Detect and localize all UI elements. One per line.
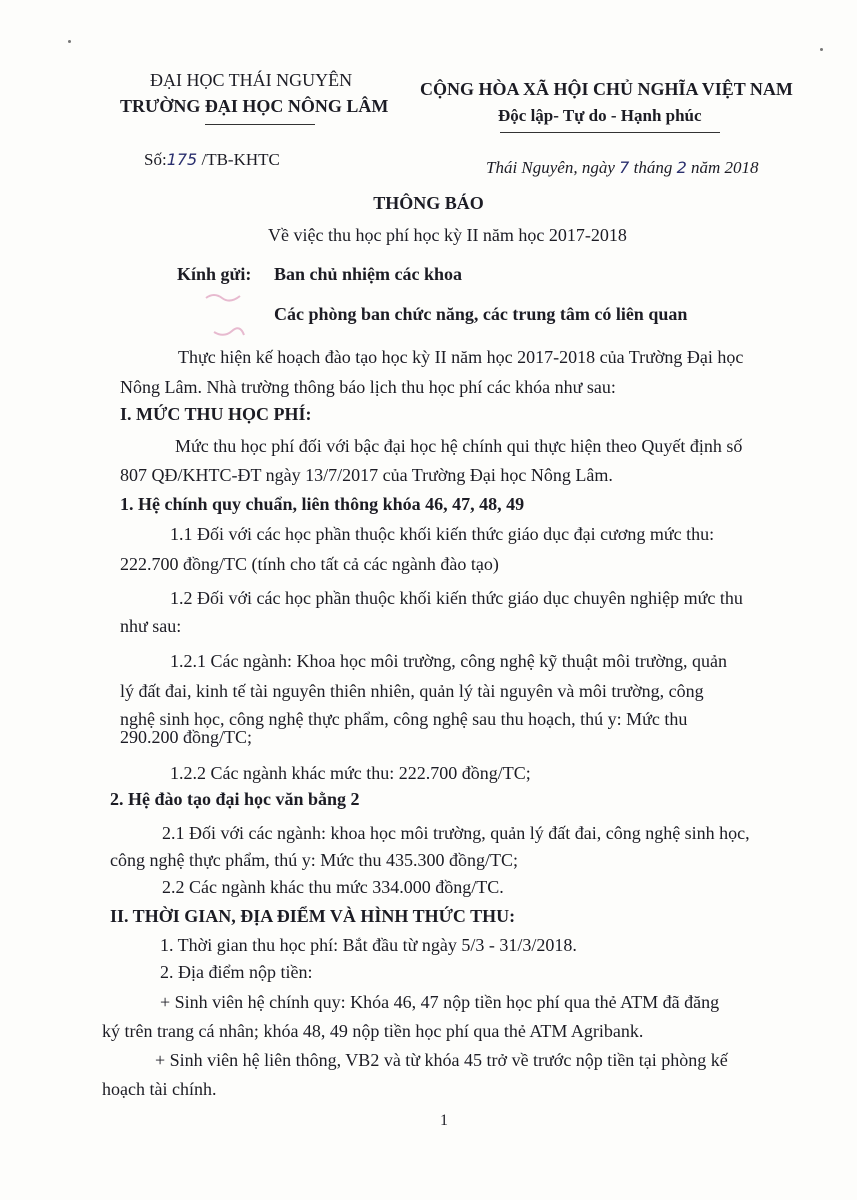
document-title: THÔNG BÁO — [373, 193, 484, 213]
item-1-2-1-line-3: nghệ sinh học, công nghệ thực phẩm, công nghệ sau thu hoạch, thú y: Mức thu — [120, 709, 688, 729]
date-text-c: năm 2018 — [691, 158, 759, 177]
header-left-underline — [205, 124, 315, 125]
date-text-a: Thái Nguyên, ngày — [486, 158, 615, 177]
item-1-1-line-2: 222.700 đồng/TC (tính cho tất cả các ngành đào tạo) — [120, 554, 499, 574]
header-school: TRƯỜNG ĐẠI HỌC NÔNG LÂM — [120, 96, 389, 116]
header-nation: CỘNG HÒA XÃ HỘI CHỦ NGHĨA VIỆT NAM — [420, 79, 793, 99]
reference-suffix: /TB-KHTC — [201, 150, 280, 169]
section-1-text-2: 807 QĐ/KHTC-ĐT ngày 13/7/2017 của Trường Đại học Nông Lâm. — [120, 465, 613, 485]
intro-line-2: Nông Lâm. Nhà trường thông báo lịch thu học phí các khóa như sau: — [120, 377, 616, 397]
item-1-2-line-2: như sau: — [120, 616, 182, 636]
recipients-label: Kính gửi: — [177, 264, 252, 284]
faint-stamp-mark — [204, 290, 242, 304]
item-2-1-line-2: công nghệ thực phẩm, thú y: Mức thu 435.300 đồng/TC; — [110, 850, 518, 870]
scan-speck — [68, 40, 71, 43]
faint-stamp-mark — [210, 326, 248, 340]
subsection-2-title: 2. Hệ đào tạo đại học văn bằng 2 — [110, 789, 360, 809]
item-1-2-2: 1.2.2 Các ngành khác mức thu: 222.700 đồng/TC; — [170, 763, 531, 783]
header-agency: ĐẠI HỌC THÁI NGUYÊN — [150, 70, 353, 90]
bullet-1-line-1: + Sinh viên hệ chính quy: Khóa 46, 47 nộp tiền học phí qua thẻ ATM đã đăng — [160, 992, 720, 1012]
bullet-2-line-1: + Sinh viên hệ liên thông, VB2 và từ khóa 45 trở về trước nộp tiền tại phòng kế — [155, 1050, 728, 1070]
recipient-2: Các phòng ban chức năng, các trung tâm có liên quan — [274, 304, 688, 324]
item-2-1-line-1: 2.1 Đối với các ngành: khoa học môi trường, quản lý đất đai, công nghệ sinh học, — [162, 823, 750, 843]
section-2-title: II. THỜI GIAN, ĐỊA ĐIỂM VÀ HÌNH THỨC THU: — [110, 906, 516, 926]
location-item: 2. Địa điểm nộp tiền: — [160, 962, 313, 982]
item-2-2: 2.2 Các ngành khác thu mức 334.000 đồng/TC. — [162, 877, 504, 897]
intro-line-1: Thực hiện kế hoạch đào tạo học kỳ II năm học 2017-2018 của Trường Đại học — [178, 347, 744, 367]
reference-handwritten-number: 175 — [166, 150, 198, 169]
date-day: 7 — [619, 158, 630, 177]
document-subtitle: Về việc thu học phí học kỳ II năm học 2017-2018 — [268, 225, 627, 245]
reference-number — [144, 150, 280, 170]
scan-speck — [820, 48, 823, 51]
section-1-text-1: Mức thu học phí đối với bậc đại học hệ chính qui thực hiện theo Quyết định số — [175, 436, 743, 456]
page-number: 1 — [440, 1112, 448, 1129]
header-motto: Độc lập- Tự do - Hạnh phúc — [498, 106, 702, 125]
item-1-1-line-1: 1.1 Đối với các học phần thuộc khối kiến thức giáo dục đại cương mức thu: — [170, 524, 715, 544]
header-right-underline — [500, 132, 720, 133]
subsection-1-title: 1. Hệ chính quy chuẩn, liên thông khóa 46, 47, 48, 49 — [120, 494, 525, 514]
item-1-2-line-1: 1.2 Đối với các học phần thuộc khối kiến thức giáo dục chuyên nghiệp mức thu — [170, 588, 743, 608]
document-date — [486, 158, 759, 178]
date-month: 2 — [676, 158, 687, 177]
time-item: 1. Thời gian thu học phí: Bắt đầu từ ngày 5/3 - 31/3/2018. — [160, 935, 577, 955]
item-1-2-1-line-1: 1.2.1 Các ngành: Khoa học môi trường, công nghệ kỹ thuật môi trường, quản — [170, 651, 727, 671]
reference-prefix: Số: — [144, 150, 167, 169]
item-1-2-1-line-2: lý đất đai, kinh tế tài nguyên thiên nhiên, quản lý tài nguyên và môi trường, công — [120, 681, 704, 701]
recipient-1: Ban chủ nhiệm các khoa — [274, 264, 463, 284]
bullet-1-line-2: ký trên trang cá nhân; khóa 48, 49 nộp tiền học phí qua thẻ ATM Agribank. — [102, 1021, 644, 1041]
item-1-2-1-line-4: 290.200 đồng/TC; — [120, 727, 253, 747]
date-text-b: tháng — [633, 158, 673, 177]
section-1-title: I. MỨC THU HỌC PHÍ: — [120, 404, 312, 424]
bullet-2-line-2: hoạch tài chính. — [102, 1079, 217, 1099]
